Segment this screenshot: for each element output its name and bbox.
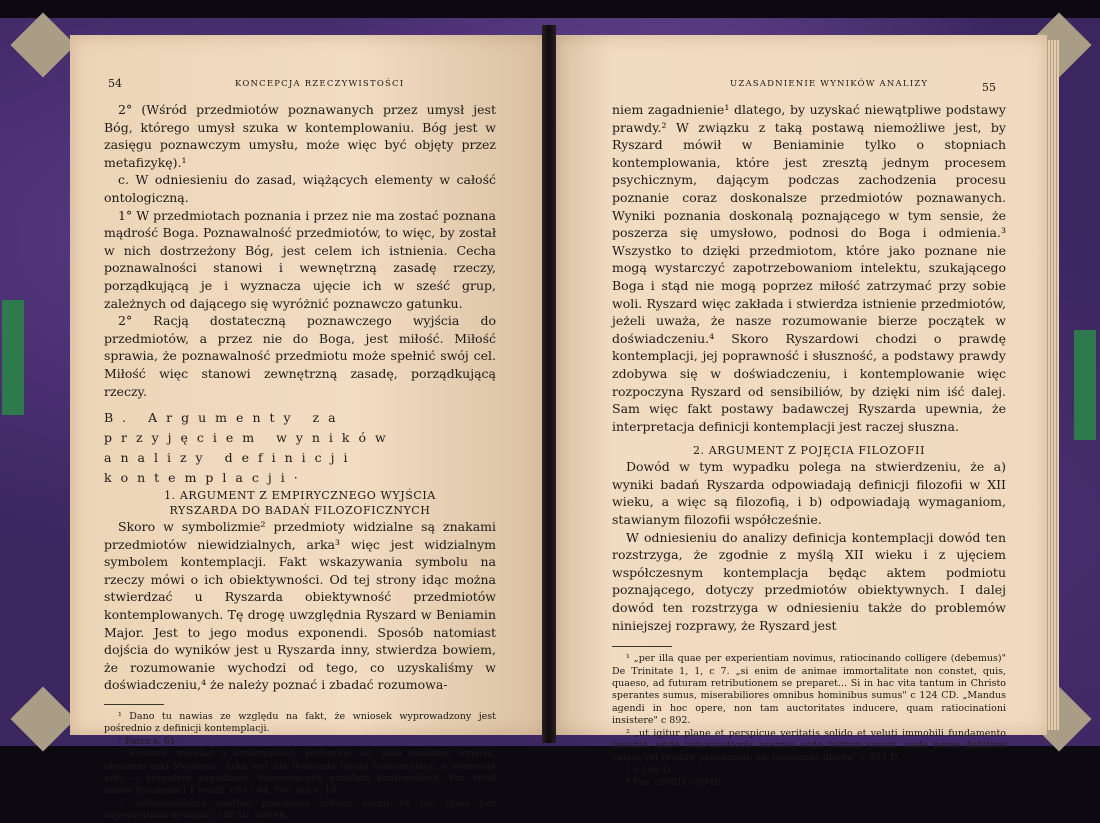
running-head-left: KONCEPCJA RZECZYWISTOŚCI <box>235 79 405 89</box>
footnote-rule <box>104 704 164 705</box>
footnote: ³ Ryszard, mówiąc o kontemplacji, posługuje się, jako punktem wyjścia, obrazem arki Mojżesza. Arka jest dla Ryszarda figurą kontemplacji, a elementy arki — zespołem zagadnień, stanowiących problem kontemplacji. Por. tytuł dzieła Ryszarda i 1 rozdz. c63 i 64. Por. też s. 18. <box>104 748 496 797</box>
footnotes-right <box>612 653 1006 789</box>
paragraph: Dowód w tym wypadku polega na stwierdzeniu, że a) wyniki badań Ryszarda odpowiadają definicji filozofii w XII wieku, a więc są filozofią, i b) odpowiadają wymaganiom, stawianym filozofii współcześnie. <box>612 459 1006 528</box>
paragraph: c. W odniesieniu do zasad, wiążących elementy w całość ontologiczną. <box>104 172 496 205</box>
cover-green-strip-right <box>1074 330 1096 440</box>
left-page-text <box>104 101 496 823</box>
book-gutter <box>542 25 556 743</box>
footnote: ⁴ Por. c895D, c894B. <box>626 777 725 789</box>
page-number-right: 55 <box>982 81 996 94</box>
subheading: 2. ARGUMENT Z POJĘCIA FILOZOFII <box>692 444 926 458</box>
footnote: ² Patrz s. 61. <box>118 735 179 747</box>
right-page <box>552 35 1047 789</box>
footnote: ¹ Dano tu nawias ze względu na fakt, że wniosek wyprowadzony jest pośrednio z definicji kontemplacji. <box>104 711 496 735</box>
paragraph: 2° Racją dostateczną poznawczego wyjścia do przedmiotów, a przez nie do Boga, jest miłość. Miłość sprawia, że poznawalność przedmiotu może spełnić swój cel. Miłość więc stanowi zewnętrzną zasadę, porządkującą rzeczy. <box>104 313 496 399</box>
footnote: ² „ut igitur plane et perspicue veritatis solido et veluti immobili fundamento insistat, unde ratiocinationis nostrae ordo initium sumat, unde nemo dubitare valeat vel resilire praesumat, sic possumus dicere" c 893 D. <box>612 727 1006 764</box>
paragraph: niem zagadnienie¹ dlatego, by uzyskać niewątpliwe podstawy prawdy.² W związku z taką postawą niemożliwe jest, by Ryszard mówił w Beniaminie tylko o stopniach kontemplowania, które jest zresztą jednym procesem psychicznym, dającym podczas zachodzenia procesu poznanie coraz doskonalsze przedmiotów poznawanych. Wyniki poznania doskonalą poznającego w tym sensie, że poszerza się umysłowo, podnosi do Boga i odmienia.³ Wszystko to dzięki przedmiotom, które jako poznane nie mogą wystarczyć zapotrzebowaniom intelektu, szukającego Boga i stąd nie mogą poprzez miłość zatrzymać przy sobie woli. Ryszard więc zakłada i stwierdza istnienie przedmiotów, jeżeli uważa, że nasze rozumowanie bierze początek w doświadczeniu.⁴ Skoro Ryszardowi chodzi o prawdę kontemplacji, jej poprawność i słuszność, a podstawy prawdy zdobywa się w doświadczeniu, i kontemplowanie więc rozpoczyna Ryszard od sensibiliów, by dzięki nim iść dalej. Sam więc fakt postawy badawczej Ryszarda upewnia, że interpretacja definicji kontemplacji jest raczej słuszna. <box>612 102 1006 434</box>
footnote: ⁴ „ratiocinationis nostrae processus initium sumit ex his, quae per experientiam novimus" c895D, c894B. <box>104 797 496 822</box>
paragraph: Skoro w symbolizmie² przedmioty widzialne są znakami przedmiotów niewidzialnych, arka³ więc jest widzialnym symbolem kontemplacji. Fakt wskazywania symbolu na rzeczy mówi o ich obiektywności. Od tej strony idąc można stwierdzać u Ryszarda obiektywność przedmiotów kontemplowanych. Tę drogę uwzględnia Ryszard w Beniamin Major. Jest to jego modus exponendi. Sposób natomiast dojścia do wyników jest u Ryszarda inny, stwierdza bowiem, że rozumowanie wychodzi od tego, co uzyskaliśmy w doświadczeniu,⁴ że należy poznać i zbadać rozumowa- <box>104 519 496 693</box>
left-page <box>70 35 548 822</box>
right-page-text <box>612 101 1006 790</box>
paragraph: W odniesieniu do analizy definicja kontemplacji dowód ten rozstrzyga, że zgodnie z myślą XII wieku i z ujęciem współczesnym kontemplacja będąc aktem podmiotu poznającego, dotyczy przedmiotów obiektywnych. I dalej dowód ten rozstrzyga w odniesieniu także do problemów niniejszej rozprawy, że Ryszard jest <box>612 529 1006 633</box>
footnotes-left <box>104 711 496 823</box>
cover-green-strip-left <box>2 300 24 415</box>
footnote: ¹ „per illa quae per experientiam novimus, ratiocinando colligere (debemus)" De Trinitate 1, 1, c 7. „si enim de animae immortalitate non constet, quis, quaeso, ad futuram retributionem se preparet... Si in hac vita tantum in Christo sperantes sumus, miserabiliores omnibus hominibus sumus" c 124 CD. „Mandus agendi in hoc opere, non tam auctoritates inducere, quam ratiocinationi insistere" c 892. <box>612 653 1006 727</box>
section-heading: B. Argumenty za przyjęciem wyników analizy definicji kontemplacji· <box>104 410 395 486</box>
subheading: 1. ARGUMENT Z EMPIRYCZNEGO WYJŚCIA RYSZARDA DO BADAŃ FILOZOFICZNYCH <box>164 489 436 518</box>
footnote: ³ c 169 D. <box>626 764 673 776</box>
page-edges <box>1045 40 1059 730</box>
footnote-rule <box>612 646 672 647</box>
paragraph: 2° (Wśród przedmiotów poznawanych przez umysł jest Bóg, którego umysł szuka w kontemplowaniu. Bóg jest w zasięgu poznawczym umysłu, może więc być objęty przez metafizykę).¹ <box>104 102 496 170</box>
page-number-left: 54 <box>108 77 122 90</box>
paragraph: 1° W przedmiotach poznania i przez nie ma zostać poznana mądrość Boga. Poznawalność przedmiotów, to więc, by został w nich dostrzeżony Bóg, jest celem ich istnienia. Cecha poznawalności stanowi i wewnętrzną zasadę rzeczy, porządkującą je i wyznacza ujęcie ich w sześć grup, zależnych od dającego się wyróżnić poznawczo gatunku. <box>104 207 496 311</box>
running-head-right: UZASADNIENIE WYNIKÓW ANALIZY <box>730 79 929 89</box>
